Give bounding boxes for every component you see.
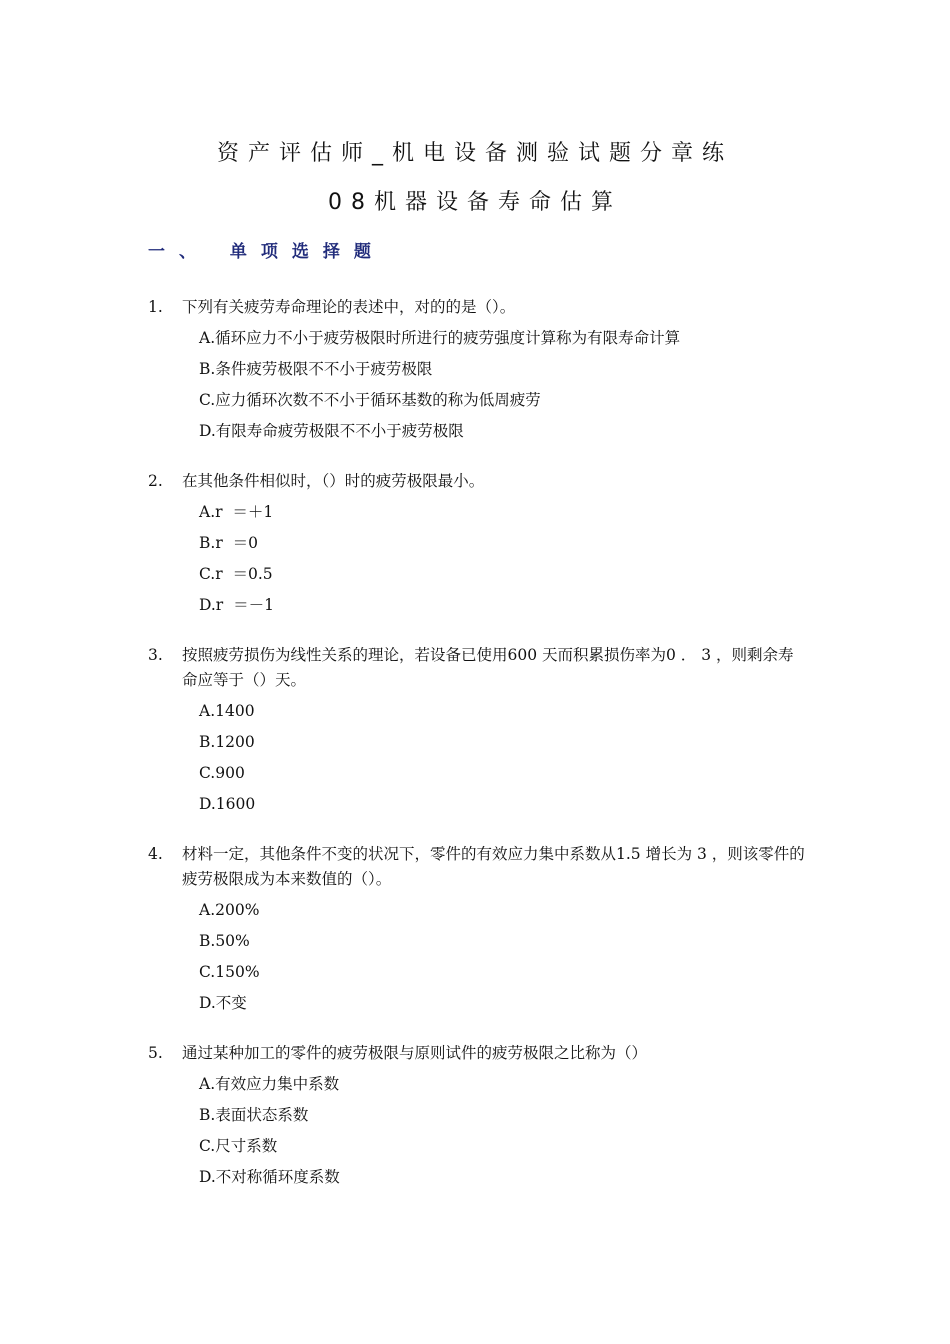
question-2 bbox=[148, 469, 808, 494]
option-a: A.200% bbox=[199, 901, 260, 919]
question-number: 4. bbox=[148, 845, 163, 863]
option-a: A.1400 bbox=[199, 702, 255, 720]
option-d: D.不变 bbox=[199, 994, 247, 1012]
option-b: B.条件疲劳极限不不小于疲劳极限 bbox=[199, 360, 433, 378]
question-text: 在其他条件相似时，（）时的疲劳极限最小。 bbox=[182, 472, 485, 490]
question-number: 3. bbox=[148, 646, 163, 664]
option-a: A.有效应力集中系数 bbox=[199, 1075, 340, 1093]
question-3 bbox=[148, 643, 808, 693]
option-c: C.900 bbox=[199, 764, 245, 782]
document-title: 资产评估师_机电设备测验试题分章练 bbox=[216, 141, 733, 166]
document-subtitle: 08机器设备寿命估算 bbox=[328, 190, 622, 215]
option-c: C.r ＝0.5 bbox=[199, 565, 273, 583]
option-d: D.r ＝－1 bbox=[199, 596, 274, 614]
option-b: B.表面状态系数 bbox=[199, 1106, 309, 1124]
option-c: C.应力循环次数不不小于循环基数的称为低周疲劳 bbox=[199, 391, 541, 409]
question-text: 材料一定，其他条件不变的状况下，零件的有效应力集中系数从1.5 增长为 3 ，则该零件的疲劳极限成为本来数值的（）。 bbox=[182, 845, 805, 888]
option-a: A.循环应力不小于疲劳极限时所进行的疲劳强度计算称为有限寿命计算 bbox=[199, 329, 681, 347]
option-b: B.r ＝0 bbox=[199, 534, 258, 552]
option-b: B.50% bbox=[199, 932, 250, 950]
option-c: C.尺寸系数 bbox=[199, 1137, 278, 1155]
question-1 bbox=[148, 295, 808, 320]
option-d: D.1600 bbox=[199, 795, 256, 813]
question-number: 1. bbox=[148, 298, 163, 316]
question-number: 5. bbox=[148, 1044, 163, 1062]
question-text: 按照疲劳损伤为线性关系的理论，若设备已使用600 天而积累损伤率为0 ． 3 ，则剩余寿命应等于（）天。 bbox=[182, 646, 794, 689]
option-b: B.1200 bbox=[199, 733, 255, 751]
question-5 bbox=[148, 1041, 808, 1066]
question-text: 下列有关疲劳寿命理论的表述中，对的的是（）。 bbox=[182, 298, 516, 316]
question-text: 通过某种加工的零件的疲劳极限与原则试件的疲劳极限之比称为（） bbox=[182, 1044, 648, 1062]
option-a: A.r ＝＋1 bbox=[199, 503, 274, 521]
option-d: D.不对称循环度系数 bbox=[199, 1168, 340, 1186]
option-c: C.150% bbox=[199, 963, 260, 981]
option-d: D.有限寿命疲劳极限不不小于疲劳极限 bbox=[199, 422, 464, 440]
question-4 bbox=[148, 842, 808, 892]
section-heading: 一、 单项选择题 bbox=[148, 242, 385, 262]
question-number: 2. bbox=[148, 472, 163, 490]
